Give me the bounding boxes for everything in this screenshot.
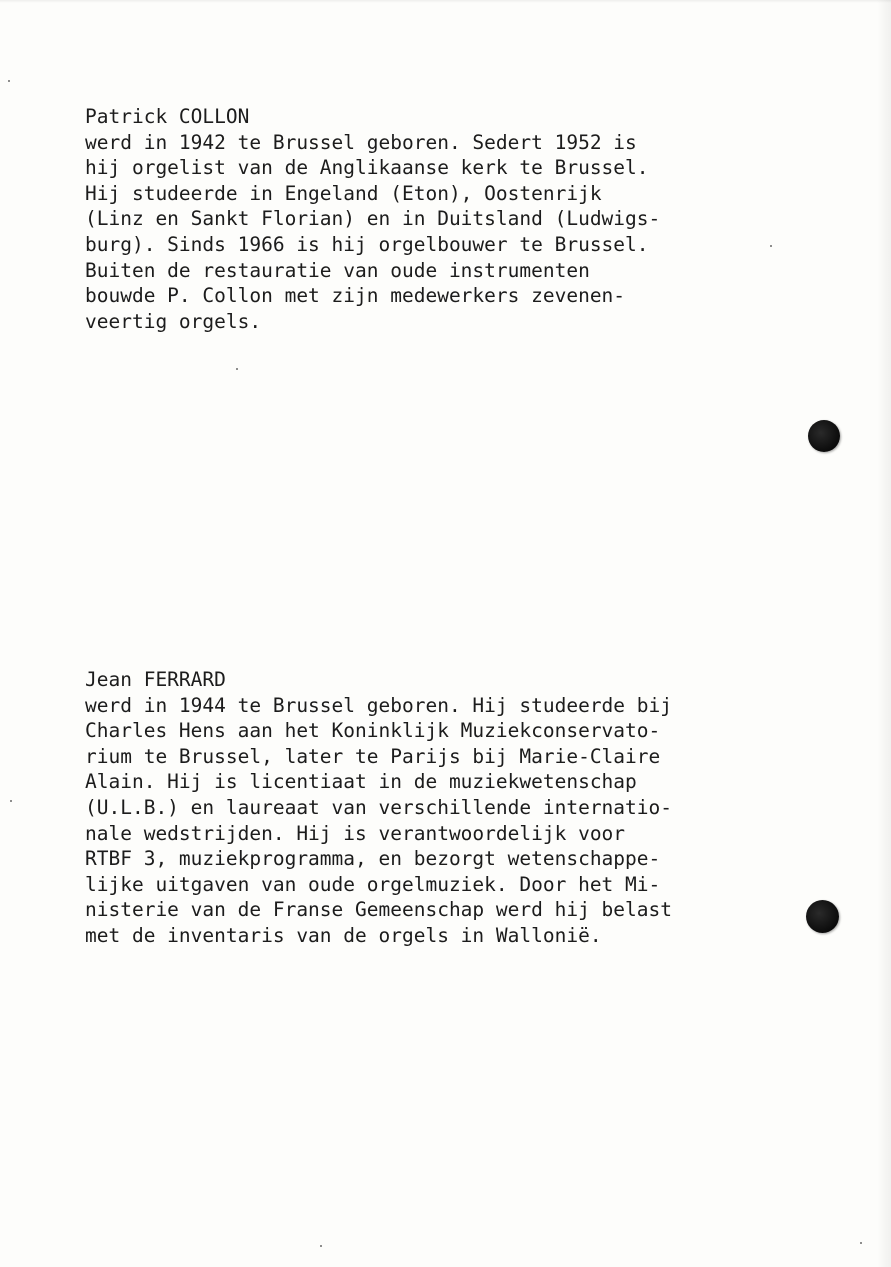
punch-hole-bottom — [806, 900, 839, 933]
bio-patrick-collon — [85, 104, 660, 334]
bio-jean-ferrard — [85, 667, 672, 949]
bio-line: RTBF 3, muziekprogramma, en bezorgt wetenschappe- — [85, 847, 661, 871]
bio-line: werd in 1942 te Brussel geboren. Sedert 1952 is — [85, 130, 637, 154]
bio-line: met de inventaris van de orgels in Wallonië. — [85, 923, 602, 947]
bio-line: (U.L.B.) en laureaat van verschillende internatio- — [85, 795, 672, 819]
paper-speck — [770, 245, 772, 247]
punch-hole-top — [808, 420, 840, 452]
paper-speck — [10, 800, 12, 802]
bio-heading: Patrick COLLON — [85, 105, 250, 128]
bio-line: hij orgelist van de Anglikaanse kerk te Brussel. — [85, 156, 649, 180]
bio-line: Alain. Hij is licentiaat in de muziekwetenschap — [85, 770, 637, 794]
page-right-edge-shadow — [877, 0, 891, 1267]
bio-line: werd in 1944 te Brussel geboren. Hij studeerde bij — [85, 693, 672, 717]
paper-speck — [236, 368, 238, 370]
paper-speck — [320, 1245, 322, 1247]
bio-line: Charles Hens aan het Koninklijk Muziekconservato- — [85, 719, 661, 743]
bio-line: veertig orgels. — [85, 309, 262, 333]
page-top-edge — [0, 0, 891, 3]
paper-speck — [8, 80, 10, 82]
bio-line: nisterie van de Franse Gemeenschap werd hij belast — [85, 898, 672, 922]
bio-line: Hij studeerde in Engeland (Eton), Oostenrijk — [85, 181, 602, 205]
bio-line: lijke uitgaven van oude orgelmuziek. Door het Mi- — [85, 872, 661, 896]
bio-line: bouwde P. Collon met zijn medewerkers zevenen- — [85, 284, 626, 308]
bio-line: Buiten de restauratie van oude instrumenten — [85, 258, 590, 282]
bio-line: rium te Brussel, later te Parijs bij Marie-Claire — [85, 744, 661, 768]
paper-speck — [860, 1242, 862, 1244]
bio-line: nale wedstrijden. Hij is verantwoordelijk voor — [85, 821, 626, 845]
bio-line: (Linz en Sankt Florian) en in Duitsland (Ludwigs- — [85, 207, 661, 231]
bio-heading: Jean FERRARD — [85, 668, 226, 691]
bio-line: burg). Sinds 1966 is hij orgelbouwer te Brussel. — [85, 232, 649, 256]
